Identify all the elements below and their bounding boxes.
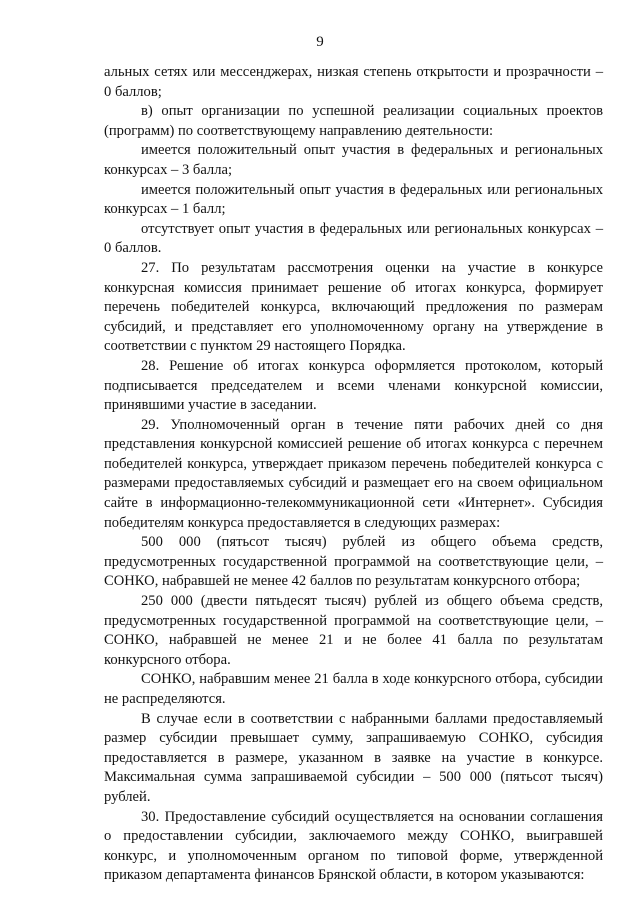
document-body: [104, 63, 603, 886]
paragraph-criterion-v: в) опыт организации по успешной реализации социальных проектов (программ) по соответствующему направлению деятельности:: [104, 103, 603, 139]
paragraph-score-0: отсутствует опыт участия в федеральных или региональных конкурсах – 0 баллов.: [104, 220, 603, 257]
paragraph-30: 30. Предоставление субсидий осуществляется на основании соглашения о предоставлении субсидии, заключаемого между СОНКО, выигравшей конкурс, и уполномоченным органом по типовой форме, утвержденной приказом департамента финансов Брянской области, в котором указываются:: [104, 808, 603, 884]
paragraph-score-3: имеется положительный опыт участия в федеральных и региональных конкурсах – 3 балла;: [104, 142, 603, 178]
paragraph-continuation: альных сетях или мессенджерах, низкая степень открытости и прозрачности – 0 баллов;: [104, 64, 603, 100]
paragraph-28: 28. Решение об итогах конкурса оформляется протоколом, который подписывается председателем и всеми членами конкурсной комиссии, принявшими участие в заседании.: [104, 357, 603, 414]
paragraph-max-subsidy: В случае если в соответствии с набранными баллами предоставляемый размер субсидии превышает сумму, запрашиваемую СОНКО, субсидия предоставляется в размере, указанном в заявке на участие в конкурсе. Максимальная сумма запрашиваемой субсидии – 500 000 (пятьсот тысяч) рублей.: [104, 710, 603, 805]
paragraph-subsidy-250000: 250 000 (двести пятьдесят тысяч) рублей из общего объема средств, предусмотренных государственной программой на соответствующие цели, – СОНКО, набравшей не менее 21 и не более 41 балла по результатам конкурсного отбора.: [104, 593, 603, 668]
page-number: 9: [316, 34, 324, 50]
paragraph-score-1: имеется положительный опыт участия в федеральных или региональных конкурсах – 1 балл;: [104, 181, 603, 218]
paragraph-27: 27. По результатам рассмотрения оценки на участие в конкурсе конкурсная комиссия принимает решение об итогах конкурса, формирует перечень победителей конкурса, включающий предложения по размерам субсидий, и представляет его уполномоченному органу на утверждение в соответствии с пунктом 29 настоящего Порядка.: [104, 259, 603, 355]
paragraph-no-subsidy: СОНКО, набравшим менее 21 балла в ходе конкурсного отбора, субсидии не распределяются.: [104, 671, 603, 707]
paragraph-subsidy-500000: 500 000 (пятьсот тысяч) рублей из общего объема средств, предусмотренных государственной программой на соответствующие цели, – СОНКО, набравшей не менее 42 баллов по результатам конкурсного отбора;: [104, 534, 603, 590]
paragraph-29: 29. Уполномоченный орган в течение пяти рабочих дней со дня представления конкурсной комиссией решение об итогах конкурса с перечнем победителей конкурса, утверждает приказом перечень победителей конкурса с размерами предоставляемых субсидий и размещает его на своем официальном сайте в информационно-телекоммуникационной сети «Интернет». Субсидия победителям конкурса предоставляется в следующих размерах:: [104, 416, 603, 531]
